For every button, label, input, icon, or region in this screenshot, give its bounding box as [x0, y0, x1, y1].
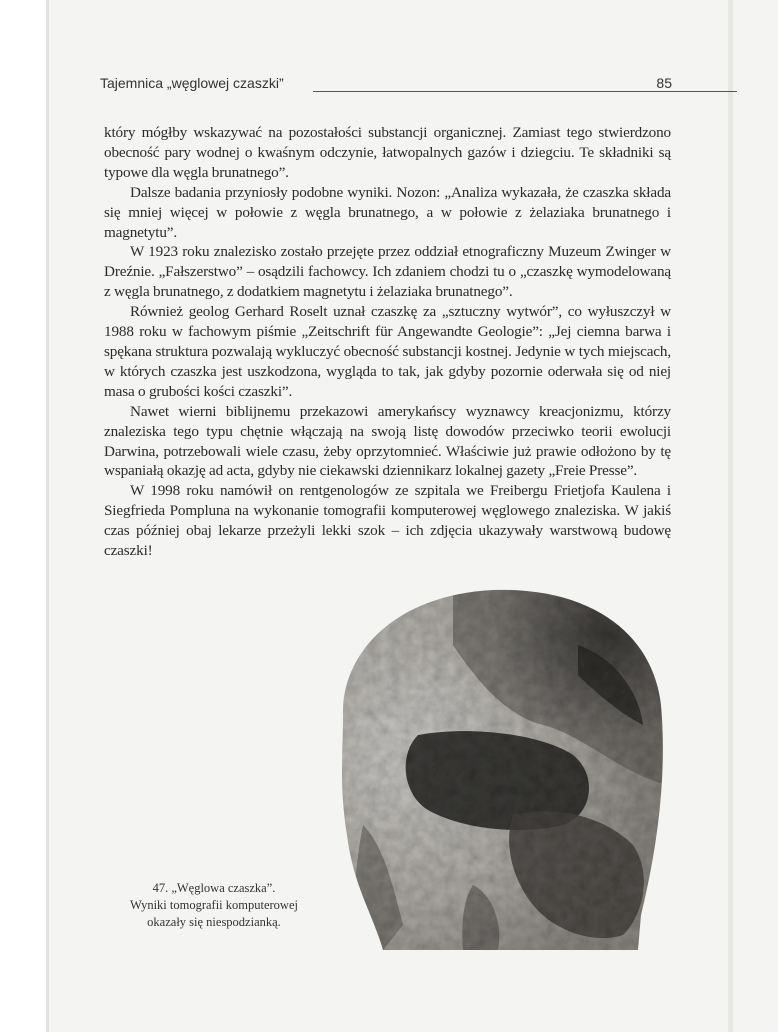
scan-margin-left — [0, 0, 46, 1032]
caption-line: okazały się niespodzianką. — [147, 915, 281, 929]
page-edge-right — [728, 0, 733, 1032]
caption-line: Wyniki tomografii komputerowej — [130, 898, 298, 912]
running-header-title: Tajemnica „węglowej czaszki” — [100, 75, 284, 91]
running-header — [100, 75, 672, 97]
paragraph: Również geolog Gerhard Roselt uznał czaszkę za „sztuczny wytwór”, co wyłuszczył w 1988 roku w fachowym piśmie „Zeitschrift für Angewandte Geologie”: „Jej ciemna barwa i spękana struktura pozwalają wykluczyć obecność substancji kostnej. Jedynie w tych miejscach, w których czaszka jest uszkodzona, wygląda to tak, jak gdyby pozornie oderwała się od niej masa o grubości kości czaszki”. — [104, 303, 671, 400]
paragraph: W 1923 roku znalezisko zostało przejęte przez oddział etnograficzny Muzeum Zwinger w Dreźnie. „Fałszerstwo” – osądzili fachowcy. Ich zdaniem chodzi tu o „czaszkę wymodelowaną z węgla brunatnego, z dodatkiem magnetytu i żelaziaka brunatnego”. — [104, 243, 671, 301]
page-edge-left — [46, 0, 49, 1032]
header-rule — [313, 91, 737, 92]
paragraph: W 1998 roku namówił on rentgenologów ze szpitala we Freibergu Frietjofa Kaulena i Siegfrieda Pompluna na wykonanie tomografii komputerowej węglowego znaleziska. W jakiś czas później obaj lekarze przeżyli lekki szok – ich zdjęcia ukazywały warstwową budowę czaszki! — [104, 482, 671, 560]
body-text — [104, 123, 671, 561]
page-number: 85 — [656, 75, 672, 91]
skull-photo — [323, 585, 668, 950]
figure-caption — [104, 880, 324, 931]
caption-line: 47. „Węglowa czaszka”. — [152, 881, 276, 895]
paragraph: Dalsze badania przyniosły podobne wyniki. Nozon: „Analiza wykazała, że czaszka składa się mniej więcej w połowie z węgla brunatnego, a w połowie z żelaziaka brunatnego i magnetytu”. — [104, 183, 671, 241]
paragraph: który mógłby wskazywać na pozostałości substancji organicznej. Zamiast tego stwierdzono obecność pary wodnej o kwaśnym odczynie, łatwopalnych gazów i dziegciu. Te składniki są typowe dla węgla brunatnego”. — [104, 124, 671, 181]
paragraph: Nawet wierni biblijnemu przekazowi amerykańscy wyznawcy kreacjonizmu, którzy znaleziska tego typu chętnie włączają na swoją listę dowodów przeciwko teorii ewolucji Darwina, potrzebowali wiele czasu, żeby oprzytomnieć. Właściwie już prawie odłożono by tę wspaniałą okazję ad acta, gdyby nie ciekawski dziennikarz lokalnej gazety „Freie Presse”. — [104, 402, 671, 480]
